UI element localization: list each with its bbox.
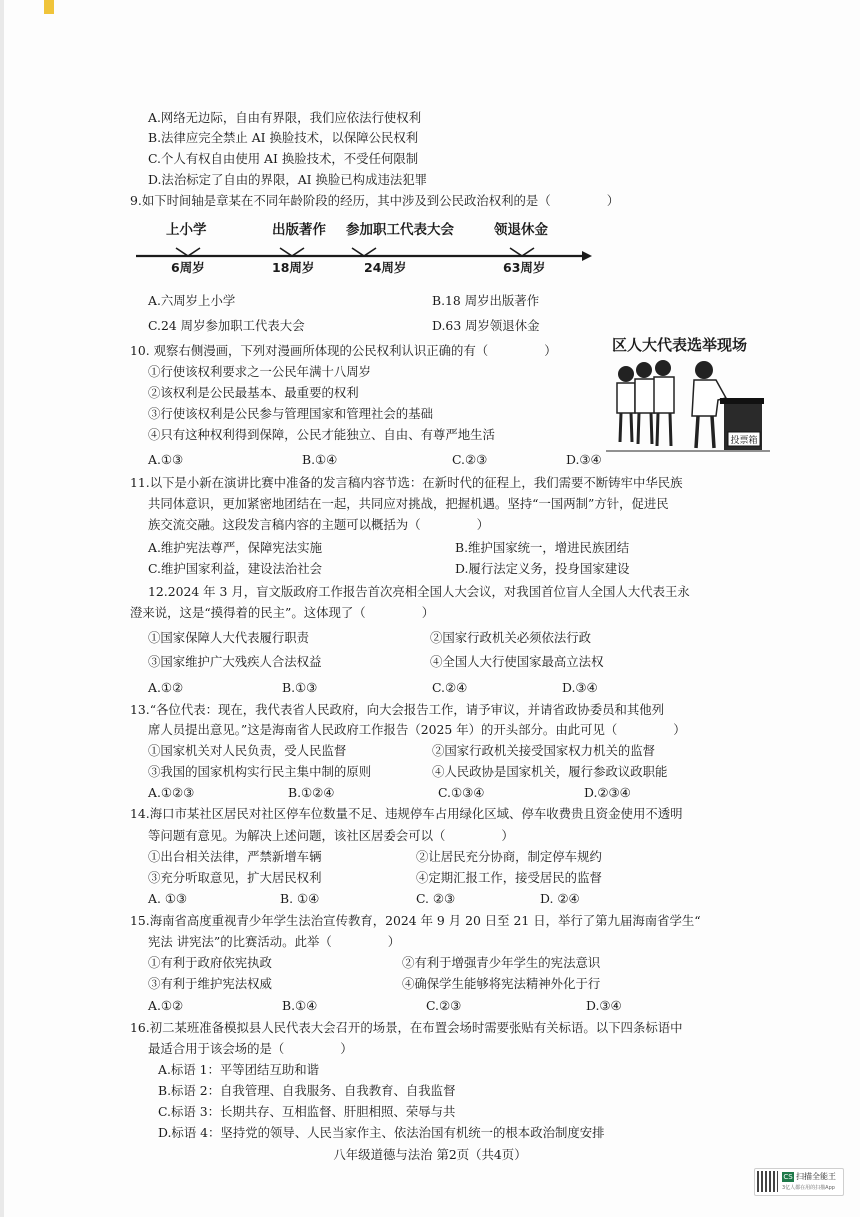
q14-item-4: ④定期汇报工作，接受居民的监督 bbox=[416, 870, 602, 885]
q8-option-a: A.网络无边际，自由有界限，我们应依法行使权利 bbox=[148, 110, 422, 125]
q15-item-1: ①有利于政府依宪执政 bbox=[148, 955, 272, 970]
q10-option-b: B.①④ bbox=[302, 452, 338, 467]
q14-option-b: B. ①④ bbox=[280, 891, 320, 906]
q8-option-b: B.法律应完全禁止 AI 换脸技术，以保障公民权利 bbox=[148, 130, 419, 145]
timeline-age-1: 6周岁 bbox=[171, 260, 205, 275]
q11-stem-line-1: 11.以下是小新在演讲比赛中准备的发言稿内容节选：在新时代的征程上，我们需要不断铸牢中华民族 bbox=[130, 475, 683, 490]
q13-stem-line-2: 席人员提出意见。”这是海南省人民政府工作报告（2025 年）的开头部分。由此可见（ ） bbox=[148, 722, 686, 737]
q16-option-c: C.标语 3：长期共存、互相监督、肝胆相照、荣辱与共 bbox=[158, 1104, 456, 1119]
page-footer: 八年级道德与法治 第2页（共4页） bbox=[333, 1147, 527, 1162]
q14-option-c: C. ②③ bbox=[416, 891, 456, 906]
q10-option-c: C.②③ bbox=[452, 452, 488, 467]
q11-option-d: D.履行法定义务，投身国家建设 bbox=[455, 561, 630, 576]
scanner-logo: CS bbox=[783, 1173, 793, 1181]
q10-item-2: ②该权利是公民最基本、最重要的权利 bbox=[148, 385, 359, 400]
q11-option-c: C.维护国家利益，建设法治社会 bbox=[148, 561, 323, 576]
timeline-event-4: 领退休金 bbox=[494, 222, 548, 238]
corner-tab-marker bbox=[44, 0, 54, 14]
timeline-event-2: 出版著作 bbox=[272, 222, 326, 238]
qr-code-icon bbox=[757, 1171, 778, 1192]
q16-stem-line-2: 最适合用于该会场的是（ ） bbox=[148, 1041, 353, 1056]
scanner-name: 扫描全能王 bbox=[796, 1172, 836, 1181]
q9-stem: 9.如下时间轴是章某在不同年龄阶段的经历，其中涉及到公民政治权利的是（ ） bbox=[130, 193, 620, 208]
q11-option-b: B.维护国家统一，增进民族团结 bbox=[455, 540, 630, 555]
ballot-box-label: 投票箱 bbox=[730, 436, 758, 446]
timeline-age-2: 18周岁 bbox=[272, 260, 315, 275]
q10-stem: 10. 观察右侧漫画，下列对漫画所体现的公民权利认识正确的有（ ） bbox=[130, 343, 557, 358]
q9-option-c: C.24 周岁参加职工代表大会 bbox=[148, 318, 305, 333]
q14-option-d: D. ②④ bbox=[540, 891, 580, 906]
q14-stem-line-2: 等问题有意见。为解决上述问题，该社区居委会可以（ ） bbox=[148, 828, 514, 843]
scanner-watermark bbox=[754, 1168, 844, 1196]
q16-option-a: A.标语 1：平等团结互助和谐 bbox=[158, 1062, 320, 1077]
q13-item-4: ④人民政协是国家机关，履行参政议政职能 bbox=[432, 764, 668, 779]
q13-stem-line-1: 13.“各位代表：现在，我代表省人民政府，向大会报告工作，请予审议，并请省政协委员和其他列 bbox=[130, 702, 665, 717]
scanner-tagline: 3亿人都在用的扫描App bbox=[782, 1185, 835, 1191]
q16-stem-line-1: 16.初二某班准备模拟县人民代表大会召开的场景，在布置会场时需要张贴有关标语。以下四条标语中 bbox=[130, 1020, 683, 1035]
q13-option-b: B.①②④ bbox=[288, 785, 335, 800]
timeline-age-3: 24周岁 bbox=[364, 260, 407, 275]
q15-option-b: B.①④ bbox=[282, 998, 318, 1013]
q15-option-c: C.②③ bbox=[426, 998, 462, 1013]
q10-option-d: D.③④ bbox=[566, 452, 602, 467]
q8-option-c: C.个人有权自由使用 AI 换脸技术，不受任何限制 bbox=[148, 151, 419, 166]
q12-stem-line-1: 12.2024 年 3 月，盲文版政府工作报告首次亮相全国人大会议，对我国首位盲人全国人大代表王永 bbox=[148, 584, 690, 599]
q10-item-3: ③行使该权利是公民参与管理国家和管理社会的基础 bbox=[148, 406, 433, 421]
q13-option-d: D.②③④ bbox=[584, 785, 631, 800]
timeline-event-3: 参加职工代表大会 bbox=[346, 222, 454, 238]
q9-option-d: D.63 周岁领退休金 bbox=[432, 318, 540, 333]
q12-item-3: ③国家维护广大残疾人合法权益 bbox=[148, 654, 322, 669]
q15-stem-line-1: 15.海南省高度重视青少年学生法治宣传教育，2024 年 9 月 20 日至 21 日，举行了第九届海南省学生“ bbox=[130, 913, 701, 928]
q12-option-d: D.③④ bbox=[562, 680, 598, 695]
q14-option-a: A. ①③ bbox=[148, 891, 188, 906]
q13-item-1: ①国家机关对人民负责，受人民监督 bbox=[148, 743, 347, 758]
q15-stem-line-2: 宪法 讲宪法”的比赛活动。此举（ ） bbox=[148, 934, 401, 949]
q9-option-a: A.六周岁上小学 bbox=[148, 293, 236, 308]
q14-item-2: ②让居民充分协商，制定停车规约 bbox=[416, 849, 602, 864]
q10-item-4: ④只有这种权利得到保障，公民才能独立、自由、有尊严地生活 bbox=[148, 427, 495, 442]
q11-stem-line-2: 共同体意识，更加紧密地团结在一起，共同应对挑战，把握机遇。坚持“一国两制”方针，促进民 bbox=[148, 496, 669, 511]
cartoon-title: 区人大代表选举现场 bbox=[612, 336, 748, 354]
q13-option-c: C.①③④ bbox=[438, 785, 485, 800]
q11-option-a: A.维护宪法尊严，保障宪法实施 bbox=[148, 540, 322, 555]
q13-item-2: ②国家行政机关接受国家权力机关的监督 bbox=[432, 743, 656, 758]
voting-cartoon-image bbox=[606, 352, 770, 456]
q8-option-d: D.法治标定了自由的界限，AI 换脸已构成违法犯罪 bbox=[148, 172, 428, 187]
q12-item-2: ②国家行政机关必须依法行政 bbox=[430, 630, 592, 645]
q15-item-3: ③有利于维护宪法权威 bbox=[148, 976, 272, 991]
page-edge-shadow bbox=[0, 0, 4, 1217]
q14-item-1: ①出台相关法律，严禁新增车辆 bbox=[148, 849, 322, 864]
q16-option-b: B.标语 2：自我管理、自我服务、自我教育、自我监督 bbox=[158, 1083, 456, 1098]
q16-option-d: D.标语 4：坚持党的领导、人民当家作主、依法治国有机统一的根本政治制度安排 bbox=[158, 1125, 605, 1140]
q15-item-4: ④确保学生能够将宪法精神外化于行 bbox=[402, 976, 601, 991]
q12-stem-line-2: 澄来说，这是“摸得着的民主”。这体现了（ ） bbox=[130, 605, 435, 620]
q10-item-1: ①行使该权利要求之一公民年满十八周岁 bbox=[148, 364, 372, 379]
timeline-age-4: 63周岁 bbox=[503, 260, 546, 275]
q13-option-a: A.①②③ bbox=[148, 785, 195, 800]
q12-item-4: ④全国人大行使国家最高立法权 bbox=[430, 654, 604, 669]
q12-option-c: C.②④ bbox=[432, 680, 468, 695]
q15-option-d: D.③④ bbox=[586, 998, 622, 1013]
q9-option-b: B.18 周岁出版著作 bbox=[432, 293, 540, 308]
timeline-event-1: 上小学 bbox=[166, 222, 207, 238]
q15-item-2: ②有利于增强青少年学生的宪法意识 bbox=[402, 955, 601, 970]
q11-stem-line-3: 族交流交融。这段发言稿内容的主题可以概括为（ ） bbox=[148, 517, 489, 532]
q12-option-b: B.①③ bbox=[282, 680, 318, 695]
q13-item-3: ③我国的国家机构实行民主集中制的原则 bbox=[148, 764, 372, 779]
q12-option-a: A.①② bbox=[148, 680, 184, 695]
q15-option-a: A.①② bbox=[148, 998, 184, 1013]
q10-option-a: A.①③ bbox=[148, 452, 184, 467]
q12-item-1: ①国家保障人大代表履行职责 bbox=[148, 630, 310, 645]
q14-item-3: ③充分听取意见，扩大居民权利 bbox=[148, 870, 322, 885]
q14-stem-line-1: 14.海口市某社区居民对社区停车位数量不足、违规停车占用绿化区域、停车收费贵且资金使用不透明 bbox=[130, 806, 683, 821]
